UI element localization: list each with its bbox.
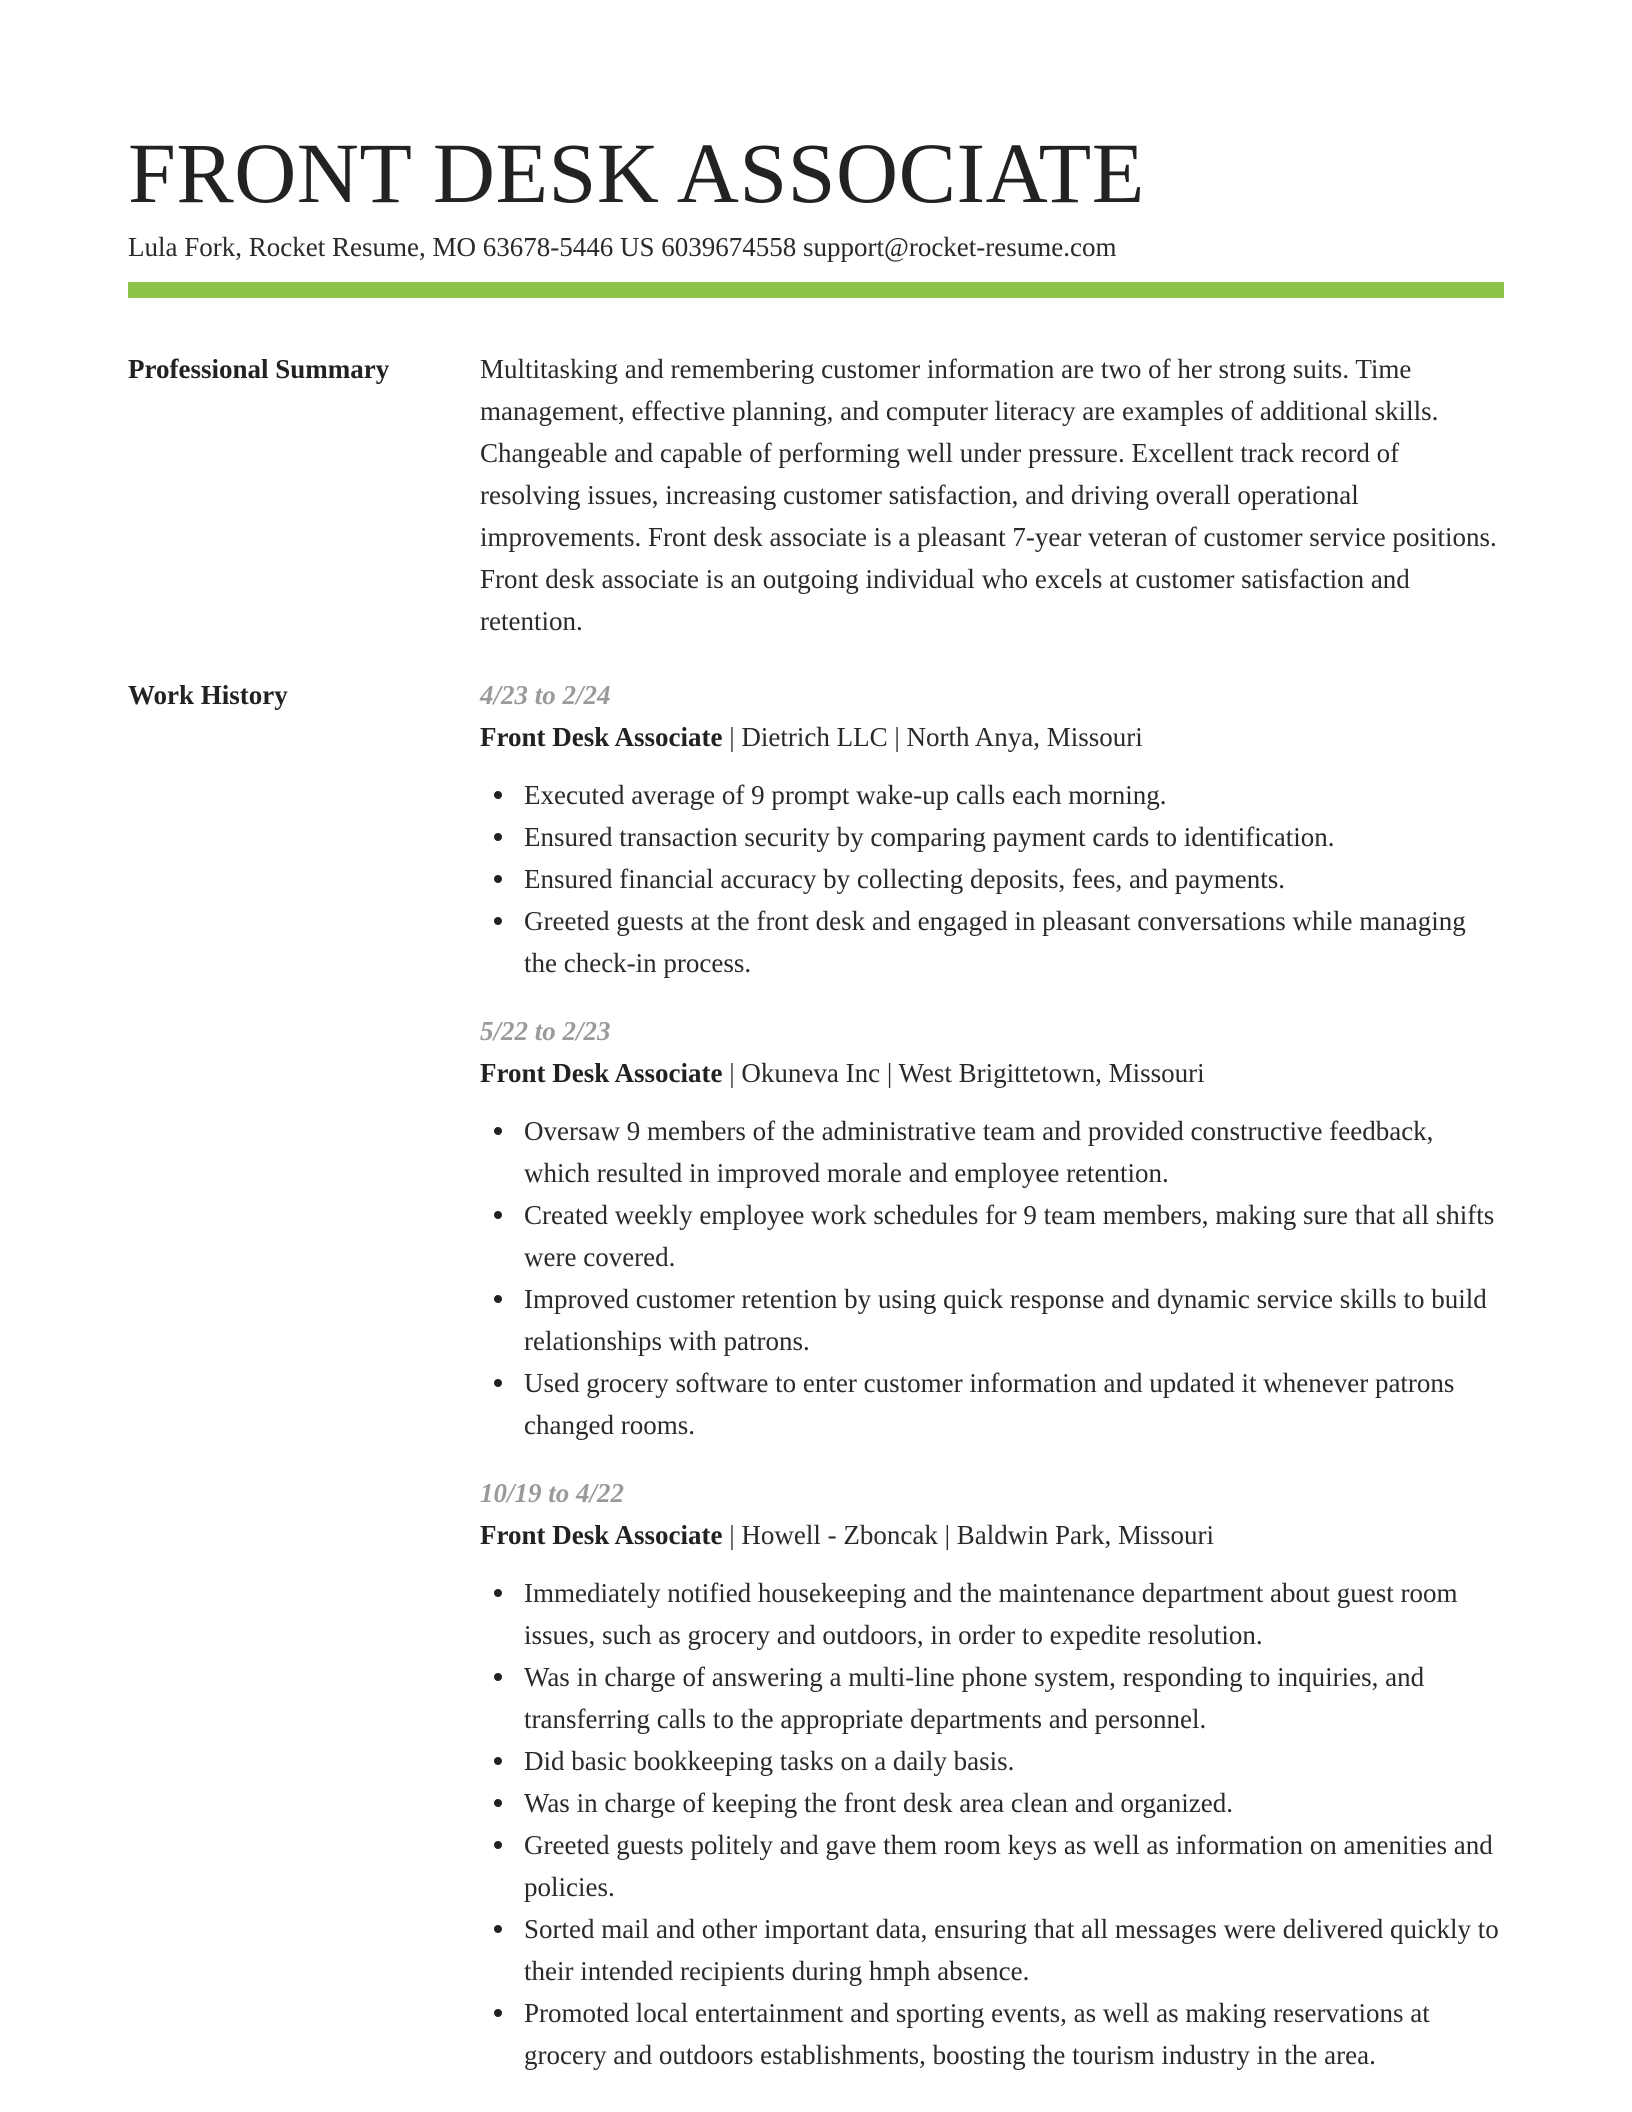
bullet-icon xyxy=(494,1379,502,1387)
bullet-icon xyxy=(494,1673,502,1681)
list-item xyxy=(480,1278,1504,1362)
job-dates: 4/23 to 2/24 xyxy=(480,680,611,710)
list-item xyxy=(480,1656,1504,1740)
bullet-icon xyxy=(494,875,502,883)
list-item xyxy=(480,1740,1504,1782)
bullet-text: Ensured transaction security by comparing payment cards to identification. xyxy=(524,822,1335,852)
bullet-text: Oversaw 9 members of the administrative team and provided constructive feedback, which resulted in improved morale and employee retention. xyxy=(524,1116,1434,1188)
professional-summary-section xyxy=(128,348,1504,642)
resume-title: FRONT DESK ASSOCIATE xyxy=(128,125,1145,221)
bullet-icon xyxy=(494,1925,502,1933)
bullet-icon xyxy=(494,791,502,799)
job-entry xyxy=(480,1472,1504,2076)
list-item xyxy=(480,816,1504,858)
list-item xyxy=(480,1572,1504,1656)
job-title: Front Desk Associate xyxy=(480,1058,723,1088)
job-title: Front Desk Associate xyxy=(480,722,723,752)
work-history-section xyxy=(128,674,1504,2102)
summary-text: Multitasking and remembering customer information are two of her strong suits. Time management, effective planning, and computer literacy are examples of additional skills. Changeable and capable of performing well under pressure. Excellent track record of resolving issues, increasing customer satisfaction, and driving overall operational improvements. Front desk associate is a pleasant 7-year veteran of customer service positions. Front desk associate is an outgoing individual who excels at customer satisfaction and retention. xyxy=(480,354,1497,636)
bullet-text: Improved customer retention by using quick response and dynamic service skills to build relationships with patrons. xyxy=(524,1284,1487,1356)
list-item xyxy=(480,1194,1504,1278)
job-entry xyxy=(480,1010,1504,1446)
header-divider xyxy=(128,282,1504,298)
job-dates: 5/22 to 2/23 xyxy=(480,1016,611,1046)
job-employer-location: | Dietrich LLC | North Anya, Missouri xyxy=(722,722,1143,752)
bullet-text: Immediately notified housekeeping and the maintenance department about guest room issues, such as grocery and outdoors, in order to expedite resolution. xyxy=(524,1578,1458,1650)
bullet-text: Greeted guests politely and gave them room keys as well as information on amenities and policies. xyxy=(524,1830,1493,1902)
bullet-text: Sorted mail and other important data, ensuring that all messages were delivered quickly to their intended recipients during hmph absence. xyxy=(524,1914,1499,1986)
job-heading xyxy=(480,1052,1504,1094)
work-history-content xyxy=(480,674,1504,2102)
bullet-icon xyxy=(494,917,502,925)
bullet-text: Did basic bookkeeping tasks on a daily basis. xyxy=(524,1746,1015,1776)
job-employer-location: | Okuneva Inc | West Brigittetown, Missouri xyxy=(722,1058,1205,1088)
list-item xyxy=(480,900,1504,984)
bullet-icon xyxy=(494,1841,502,1849)
bullet-text: Created weekly employee work schedules for 9 team members, making sure that all shifts were covered. xyxy=(524,1200,1495,1272)
job-heading xyxy=(480,1514,1504,1556)
bullet-icon xyxy=(494,1799,502,1807)
job-bullet-list xyxy=(480,1110,1504,1446)
section-label-work-history: Work History xyxy=(128,680,288,710)
bullet-text: Was in charge of answering a multi-line phone system, responding to inquiries, and transferring calls to the appropriate departments and personnel. xyxy=(524,1662,1425,1734)
bullet-text: Used grocery software to enter customer information and updated it whenever patrons changed rooms. xyxy=(524,1368,1455,1440)
list-item xyxy=(480,1782,1504,1824)
resume-page xyxy=(128,0,1504,2102)
summary-content xyxy=(480,348,1504,642)
job-title: Front Desk Associate xyxy=(480,1520,723,1550)
bullet-text: Promoted local entertainment and sporting events, as well as making reservations at grocery and outdoors establishments, boosting the tourism industry in the area. xyxy=(524,1998,1430,2070)
list-item xyxy=(480,1824,1504,1908)
bullet-icon xyxy=(494,1589,502,1597)
contact-line: Lula Fork, Rocket Resume, MO 63678-5446 US 6039674558 support@rocket-resume.com xyxy=(128,232,1117,262)
list-item xyxy=(480,774,1504,816)
list-item xyxy=(480,1992,1504,2076)
list-item xyxy=(480,1110,1504,1194)
list-item xyxy=(480,858,1504,900)
job-dates: 10/19 to 4/22 xyxy=(480,1478,625,1508)
bullet-icon xyxy=(494,1295,502,1303)
bullet-icon xyxy=(494,2009,502,2017)
bullet-text: Ensured financial accuracy by collecting deposits, fees, and payments. xyxy=(524,864,1285,894)
bullet-icon xyxy=(494,1757,502,1765)
bullet-text: Executed average of 9 prompt wake-up calls each morning. xyxy=(524,780,1167,810)
list-item xyxy=(480,1362,1504,1446)
list-item xyxy=(480,1908,1504,1992)
bullet-icon xyxy=(494,1127,502,1135)
bullet-icon xyxy=(494,833,502,841)
bullet-text: Greeted guests at the front desk and engaged in pleasant conversations while managing the check-in process. xyxy=(524,906,1466,978)
bullet-text: Was in charge of keeping the front desk area clean and organized. xyxy=(524,1788,1234,1818)
section-label-summary: Professional Summary xyxy=(128,354,390,384)
job-heading xyxy=(480,716,1504,758)
job-bullet-list xyxy=(480,1572,1504,2076)
job-bullet-list xyxy=(480,774,1504,984)
job-employer-location: | Howell - Zboncak | Baldwin Park, Missouri xyxy=(722,1520,1214,1550)
job-entry xyxy=(480,674,1504,984)
bullet-icon xyxy=(494,1211,502,1219)
